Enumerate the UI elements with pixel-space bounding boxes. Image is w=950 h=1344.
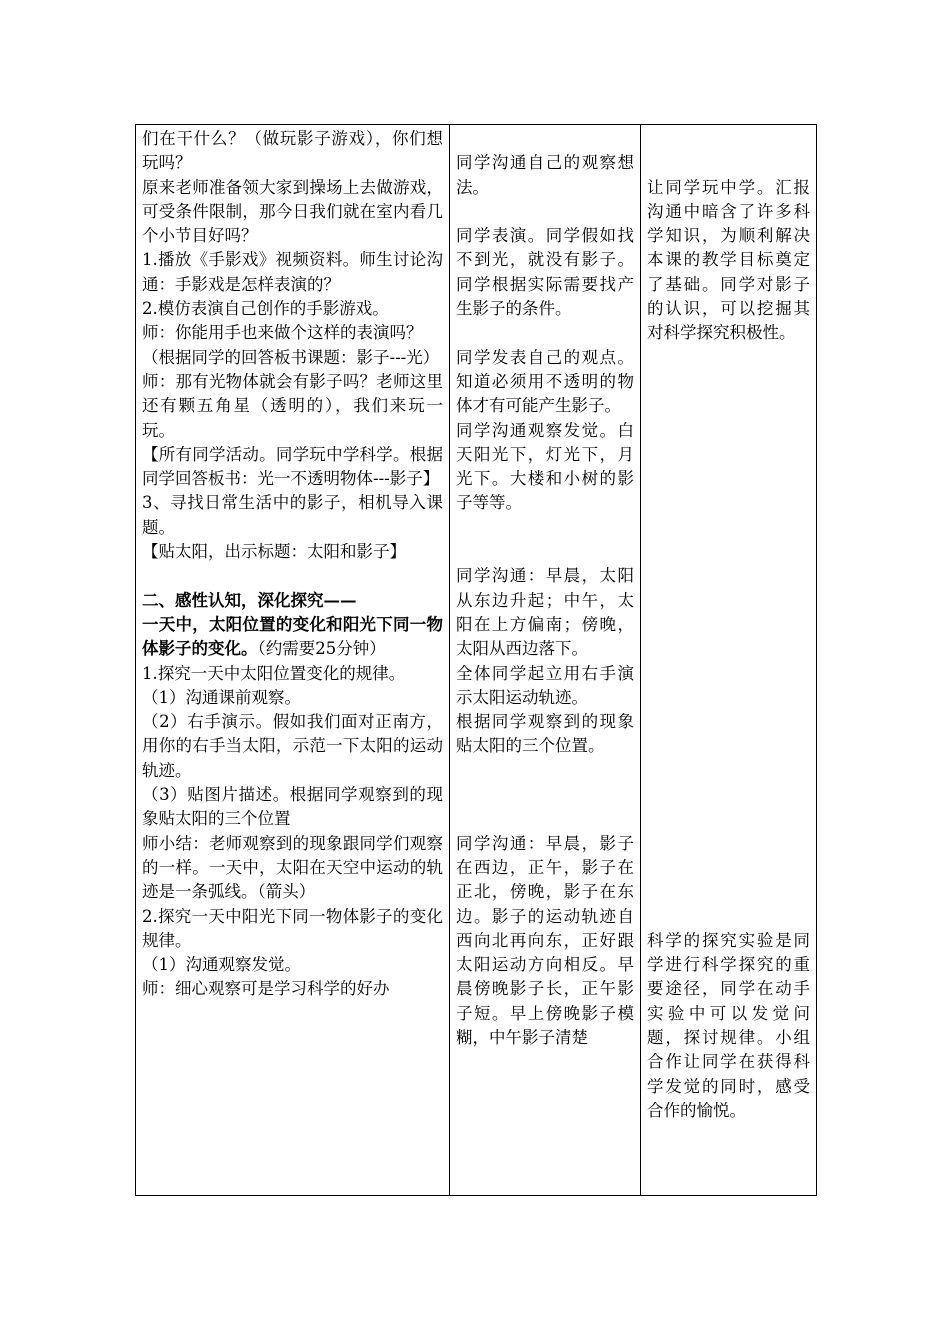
paragraph bbox=[647, 734, 810, 758]
paragraph-text: 根据同学观察到的现象贴太阳的三个位置。 bbox=[456, 712, 634, 756]
paragraph bbox=[456, 516, 634, 540]
paragraph-text: 科学的探究实验是同学进行科学探究的重要途径，同学在动手实验中可以发觉问题，探讨规律。小组合作让同学在获得科学发觉的同时，感受合作的愉悦。 bbox=[647, 930, 810, 1120]
paragraph-text: 师：细心观察可是学习科学的好办 bbox=[142, 979, 390, 999]
paragraph bbox=[456, 783, 634, 807]
paragraph-suffix: （约需要25分钟） bbox=[257, 639, 386, 659]
paragraph bbox=[142, 662, 443, 686]
paragraph bbox=[647, 759, 810, 783]
teaching-activities-cell bbox=[136, 125, 450, 1196]
paragraph bbox=[142, 297, 443, 321]
paragraph-text: 同学发表自己的观点。知道必须用不透明的物体才有可能产生影子。 bbox=[456, 347, 634, 416]
design-intent-cell bbox=[641, 125, 817, 1196]
paragraph bbox=[647, 662, 810, 686]
paragraph bbox=[647, 346, 810, 370]
paragraph-text: 1.探究一天中太阳位置变化的规律。 bbox=[142, 663, 406, 683]
paragraph bbox=[647, 516, 810, 540]
paragraph bbox=[647, 905, 810, 929]
paragraph-text: （1）沟通观察发觉。 bbox=[142, 955, 301, 975]
paragraph bbox=[142, 613, 443, 662]
paragraph bbox=[647, 783, 810, 807]
paragraph bbox=[647, 151, 810, 175]
teaching-activities-text bbox=[142, 127, 443, 1193]
lesson-plan-table bbox=[135, 124, 817, 1196]
paragraph bbox=[142, 127, 443, 176]
student-activities-cell bbox=[450, 125, 641, 1196]
paragraph bbox=[456, 127, 634, 151]
paragraph bbox=[647, 613, 810, 637]
paragraph bbox=[647, 394, 810, 418]
paragraph bbox=[456, 346, 634, 419]
paragraph bbox=[647, 467, 810, 491]
paragraph bbox=[142, 321, 443, 345]
paragraph-text: 3、寻找日常生活中的影子，相机导入课题。 bbox=[142, 493, 443, 537]
paragraph bbox=[456, 807, 634, 831]
paragraph-text: 一天中，太阳位置的变化和阳光下同一物体影子的变化。 bbox=[142, 614, 443, 659]
design-intent-text bbox=[647, 127, 810, 1193]
paragraph bbox=[456, 710, 634, 759]
paragraph bbox=[456, 832, 634, 1051]
paragraph bbox=[142, 370, 443, 443]
paragraph bbox=[647, 419, 810, 443]
paragraph bbox=[142, 832, 443, 905]
paragraph bbox=[647, 880, 810, 904]
paragraph-text: 同学沟通观察发觉。白天阳光下，灯光下，月光下。大楼和小树的影子等等。 bbox=[456, 420, 634, 513]
paragraph bbox=[142, 491, 443, 540]
paragraph-text: 二、感性认知，深化探究—— bbox=[142, 590, 357, 610]
paragraph bbox=[647, 807, 810, 831]
paragraph bbox=[647, 491, 810, 515]
paragraph-text: 全体同学起立用右手演示太阳运动轨迹。 bbox=[456, 663, 634, 707]
paragraph-text: 1.播放《手影戏》视频资料。师生讨论沟通：手影戏是怎样表演的？ bbox=[142, 250, 443, 294]
paragraph-text: 同学表演。同学假如找不到光，就没有影子。同学根据实际需要找产生影子的条件。 bbox=[456, 226, 634, 319]
paragraph-text: 同学沟通：早晨，太阳从东边升起；中午，太阳在上方偏南；傍晚，太阳从西边落下。 bbox=[456, 566, 634, 659]
paragraph bbox=[647, 370, 810, 394]
paragraph bbox=[142, 977, 443, 1001]
paragraph bbox=[456, 321, 634, 345]
paragraph bbox=[647, 127, 810, 151]
paragraph bbox=[142, 905, 443, 954]
paragraph bbox=[142, 783, 443, 832]
paragraph bbox=[456, 662, 634, 711]
paragraph-text: 【所有同学活动。同学玩中学科学。根据同学回答板书：光一不透明物体---影子】 bbox=[142, 444, 443, 489]
paragraph bbox=[142, 564, 443, 588]
paragraph bbox=[456, 759, 634, 783]
paragraph-text: 【贴太阳，出示标题：太阳和影子】 bbox=[142, 542, 406, 562]
paragraph bbox=[647, 856, 810, 880]
paragraph bbox=[142, 589, 443, 613]
paragraph-text: 让同学玩中学。汇报沟通中暗含了许多科学知识，为顺利解决本课的教学目标奠定了基础。同学对影子的认识，可以挖掘其对科学探究积极性。 bbox=[647, 177, 810, 343]
paragraph bbox=[456, 564, 634, 661]
paragraph bbox=[142, 540, 443, 564]
paragraph-text: 同学沟通：早晨，影子在西边，正午，影子在正北，傍晚，影子在东边。影子的运动轨迹自西向北再向东，正好跟太阳运动方向相反。早晨傍晚影子长，正午影子短。早上傍晚影子模糊，中午影子清楚 bbox=[456, 833, 634, 1047]
paragraph-text: 2.探究一天中阳光下同一物体影子的变化规律。 bbox=[142, 906, 443, 950]
paragraph-text: 师：那有光物体就会有影子吗？老师这里还有颗五角星（透明的），我们来玩一玩。 bbox=[142, 371, 443, 440]
paragraph bbox=[647, 832, 810, 856]
paragraph bbox=[142, 686, 443, 710]
paragraph bbox=[647, 589, 810, 613]
paragraph bbox=[456, 224, 634, 321]
paragraph bbox=[142, 346, 443, 370]
paragraph-text: 师：你能用手也来做个这样的表演吗？ bbox=[142, 323, 423, 343]
paragraph bbox=[142, 953, 443, 977]
paragraph-text: 2.模仿表演自己创作的手影游戏。 bbox=[142, 299, 389, 319]
paragraph-text: （2）右手演示。假如我们面对正南方，用你的右手当太阳，示范一下太阳的运动轨迹。 bbox=[142, 712, 443, 780]
paragraph bbox=[647, 637, 810, 661]
paragraph bbox=[142, 248, 443, 297]
paragraph bbox=[456, 151, 634, 200]
paragraph bbox=[456, 200, 634, 224]
paragraph bbox=[647, 710, 810, 734]
paragraph bbox=[456, 419, 634, 516]
paragraph bbox=[456, 540, 634, 564]
paragraph-text: 们在干什么？（做玩影子游戏），你们想玩吗？ bbox=[142, 129, 443, 173]
paragraph-text: （根据同学的回答板书课题：影子---光） bbox=[142, 347, 440, 367]
paragraph-text: 同学沟通自己的观察想法。 bbox=[456, 153, 634, 197]
student-activities-text bbox=[456, 127, 634, 1193]
paragraph bbox=[647, 564, 810, 588]
paragraph bbox=[647, 443, 810, 467]
paragraph bbox=[647, 929, 810, 1123]
paragraph-text: 原来老师准备领大家到操场上去做游戏，可受条件限制，那今日我们就在室内看几个小节目好吗？ bbox=[142, 177, 443, 246]
paragraph bbox=[142, 443, 443, 492]
paragraph bbox=[647, 686, 810, 710]
table-row bbox=[136, 125, 817, 1196]
paragraph-text: （3）贴图片描述。根据同学观察到的现象贴太阳的三个位置 bbox=[142, 785, 443, 829]
paragraph bbox=[647, 176, 810, 346]
paragraph bbox=[647, 540, 810, 564]
paragraph-text: 师小结：老师观察到的现象跟同学们观察的一样。一天中，太阳在天空中运动的轨迹是一条弧线。（箭头） bbox=[142, 833, 443, 902]
paragraph bbox=[142, 176, 443, 249]
paragraph bbox=[142, 710, 443, 783]
paragraph-text: （1）沟通课前观察。 bbox=[142, 687, 301, 707]
